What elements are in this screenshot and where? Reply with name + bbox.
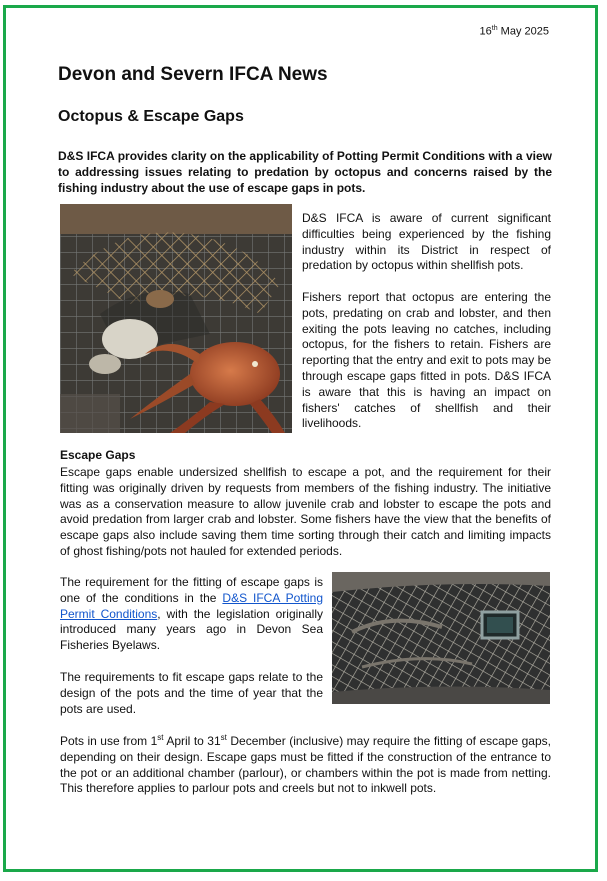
- intro-paragraph: D&S IFCA provides clarity on the applicability of Potting Permit Conditions with a view to addressing issues relating to predation by octopus and concerns raised by the fishing industry about the use of escape gaps in pots.: [58, 149, 552, 195]
- escape-gaps-paragraph: Escape gaps enable undersized shellfish to escape a pot, and the requirement for their fitting was originally driven by requests from members of the fishing industry. The initiative was as a conservation measure to allow juvenile crab and lobster to escape the pots and avoid predation from larger crab and lobster. Some fishers have the view that the benefits of escape gaps also include saving them time sorting through their catch and limiting impacts of ghost fishing/pots not hauled for extended periods.: [60, 465, 551, 558]
- permit-conditions-paragraph: The requirement for the fitting of escape gaps is one of the conditions in the D&S IFCA Potting Permit Conditions, with the legislation originally introduced many years ago in Devon Sea Fisheries Byelaws.: [60, 575, 323, 653]
- newsletter-title: Devon and Severn IFCA News: [58, 64, 328, 85]
- potting-permit-conditions-link[interactable]: D&S IFCA Potting Permit Conditions: [60, 590, 323, 621]
- article-title: Octopus & Escape Gaps: [58, 108, 244, 125]
- pot-design-paragraph: The requirements to fit escape gaps relate to the design of the pots and the time of year that the pots are used.: [60, 670, 323, 716]
- escape-gaps-heading: Escape Gaps: [60, 448, 136, 462]
- pot-with-escape-gap-photo: [332, 572, 550, 704]
- fishers-report-paragraph: Fishers report that octopus are entering the pots, predating on crab and lobster, and then exiting the pots leaving no catches, including octopus, for the fishers to retain. Fishers are reporting that the entry and exit to pots may be through escape gaps fitted in pots. D&S IFCA is aware that this is having an impact on fishers' catches of shellfish and their livelihoods.: [302, 290, 551, 431]
- newsletter-page: [3, 5, 598, 872]
- issue-date: 16th May 2025: [479, 25, 549, 38]
- octopus-in-pot-photo: [60, 204, 292, 433]
- escape-gap-dates-paragraph: Pots in use from 1st April to 31st December (inclusive) may require the fitting of escape gaps, depending on their design. Escape gaps must be fitted if the construction of the entrance to the pot or an additional chamber (parlour), or chambers within the pot is made from netting. This therefore applies to parlour pots and creels but not to inkwell pots.: [60, 733, 551, 796]
- octopus-awareness-paragraph: D&S IFCA is aware of current significant difficulties being experienced by the fishing industry within its District in respect of predation by octopus within shellfish pots.: [302, 211, 551, 273]
